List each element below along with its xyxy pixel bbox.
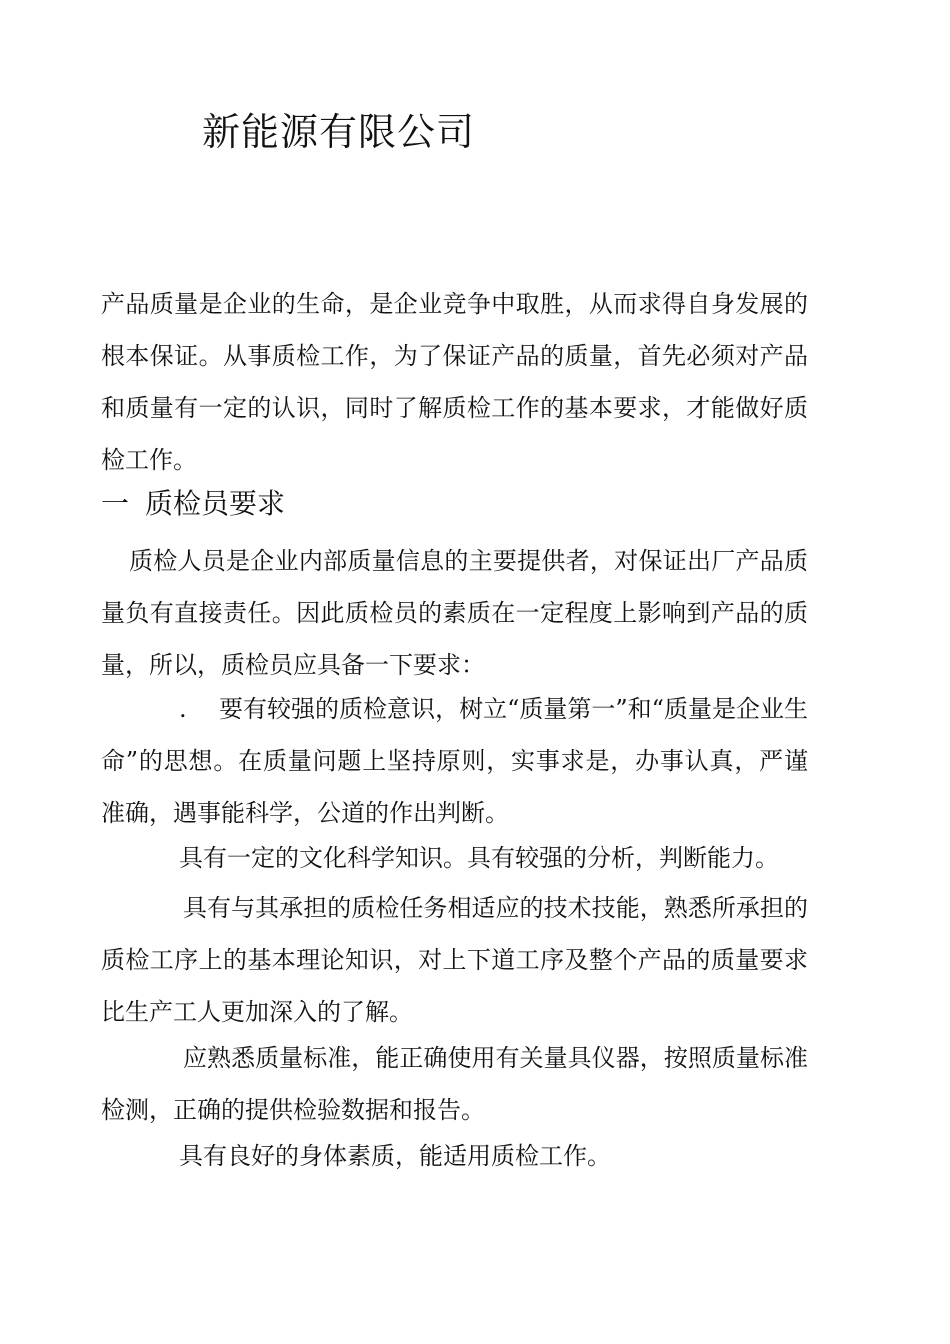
requirement-item-1-text: 要有较强的质检意识，树立“质量第一”和“质量是企业生命”的思想。在质量问题上坚持原则，实事求是，办事认真，严谨准确，遇事能科学，公道的作出判断。 [101, 695, 808, 827]
requirement-item-4: 应熟悉质量标准，能正确使用有关量具仪器，按照质量标准检测，正确的提供检验数据和报告。 [101, 1044, 808, 1124]
requirement-item-1 [101, 683, 808, 839]
section-lead-paragraph: 质检人员是企业内部质量信息的主要提供者，对保证出厂产品质量负有直接责任。因此质检员的素质在一定程度上影响到产品的质量，所以，质检员应具备一下要求： [101, 547, 808, 679]
requirement-item-3: 具有与其承担的质检任务相适应的技术技能，熟悉所承担的质检工序上的基本理论知识，对上下道工序及整个产品的质量要求比生产工人更加深入的了解。 [101, 894, 808, 1026]
requirement-item-5: 具有良好的身体素质，能适用质检工作。 [179, 1142, 611, 1170]
requirement-item-2: 具有一定的文化科学知识。具有较强的分析，判断能力。 [179, 844, 779, 872]
section-number: 一 [101, 487, 130, 520]
intro-paragraph: 产品质量是企业的生命，是企业竞争中取胜，从而求得自身发展的根本保证。从事质检工作，为了保证产品的质量，首先必须对产品和质量有一定的认识，同时了解质检工作的基本要求，才能做好质检工作。 [101, 290, 808, 474]
document-title: 新能源有限公司 [202, 110, 476, 154]
bullet-marker: . [179, 695, 187, 723]
section-heading [101, 480, 285, 528]
section-title: 质检员要求 [145, 487, 286, 520]
